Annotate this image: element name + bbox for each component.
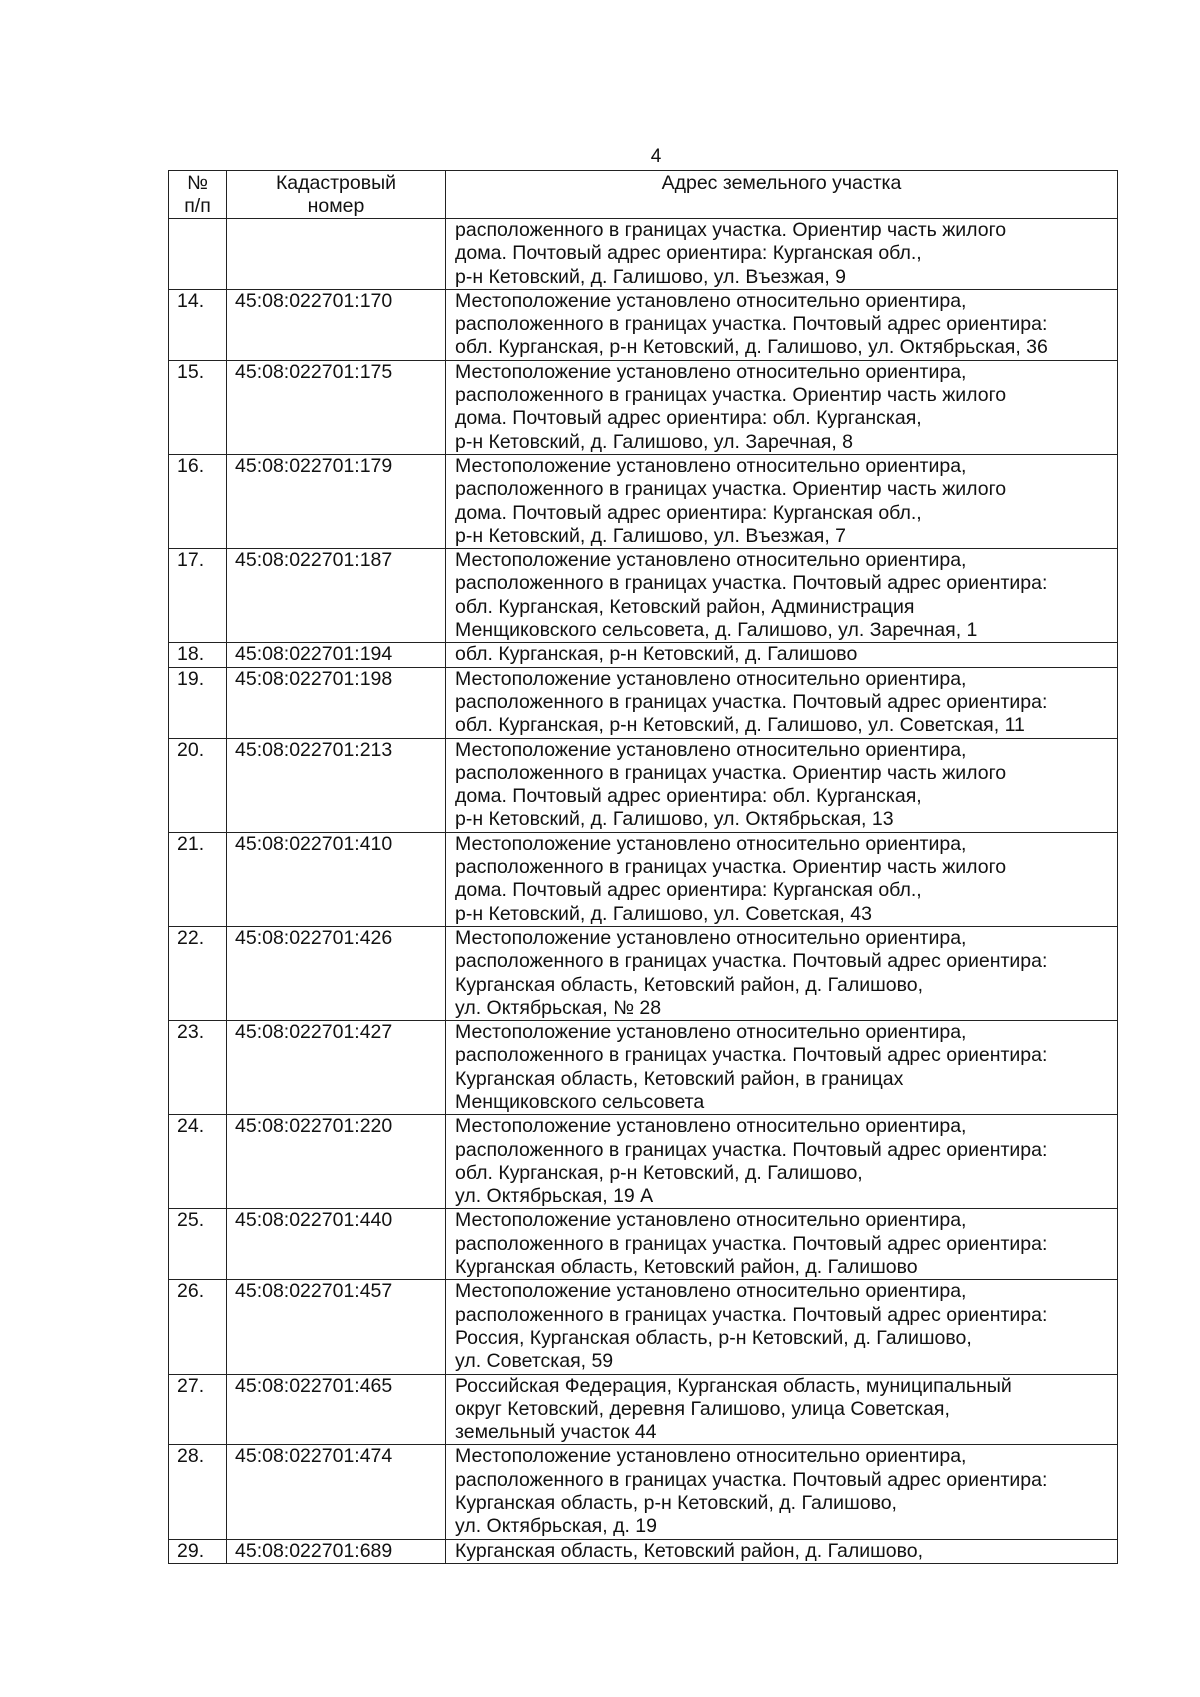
cadastral-number: 45:08:022701:426 xyxy=(227,926,446,1020)
address-line: расположенного в границах участка. Почтовый адрес ориентира: xyxy=(455,950,1048,973)
address-line: земельный участок 44 xyxy=(455,1421,657,1444)
row-number xyxy=(169,219,227,290)
table-row xyxy=(169,738,1118,832)
address-line: ул. Советская, 59 xyxy=(455,1350,614,1373)
table-row xyxy=(169,360,1118,454)
cadastral-number: 45:08:022701:427 xyxy=(227,1021,446,1115)
cadastral-number: 45:08:022701:170 xyxy=(227,289,446,360)
cadastral-number: 45:08:022701:194 xyxy=(227,643,446,667)
table-row xyxy=(169,1115,1118,1209)
table-row xyxy=(169,289,1118,360)
header-address: Адрес земельного участка xyxy=(446,171,1118,219)
land-plot-address xyxy=(446,926,1118,1020)
address-line: Местоположение установлено относительно ориентира, xyxy=(455,1209,967,1232)
address-line: ул. Октябрьская, д. 19 xyxy=(455,1515,657,1538)
address-line: Менщиковского сельсовета, д. Галишово, ул. Заречная, 1 xyxy=(455,619,978,642)
header-cadastral xyxy=(227,171,446,219)
cadastral-number: 45:08:022701:198 xyxy=(227,667,446,738)
header-num-line: п/п xyxy=(184,195,211,217)
table-row xyxy=(169,1021,1118,1115)
address-line: Местоположение установлено относительно ориентира, xyxy=(455,360,967,383)
row-number: 17. xyxy=(169,549,227,643)
land-plot-address xyxy=(446,738,1118,832)
address-line: ул. Октябрьская, № 28 xyxy=(455,996,662,1019)
row-number: 27. xyxy=(169,1374,227,1445)
row-number: 29. xyxy=(169,1539,227,1563)
address-line: расположенного в границах участка. Ориентир часть жилого xyxy=(455,478,1007,501)
header-row xyxy=(169,171,1118,219)
address-line: расположенного в границах участка. Почтовый адрес ориентира: xyxy=(455,1138,1048,1161)
cadastral-number: 45:08:022701:440 xyxy=(227,1209,446,1280)
row-number: 16. xyxy=(169,454,227,548)
address-line: Местоположение установлено относительно ориентира, xyxy=(455,926,967,949)
address-line: дома. Почтовый адрес ориентира: обл. Курганская, xyxy=(455,785,922,808)
address-line: обл. Курганская, Кетовский район, Администрация xyxy=(455,595,915,618)
address-line: расположенного в границах участка. Почтовый адрес ориентира: xyxy=(455,1232,1048,1255)
land-plot-address xyxy=(446,667,1118,738)
land-plot-address xyxy=(446,219,1118,290)
address-line: округ Кетовский, деревня Галишово, улица Советская, xyxy=(455,1397,950,1420)
address-line: расположенного в границах участка. Почтовый адрес ориентира: xyxy=(455,313,1048,336)
address-line: Местоположение установлено относительно ориентира, xyxy=(455,1445,967,1468)
land-plot-address xyxy=(446,360,1118,454)
parcels-table xyxy=(168,170,1118,1564)
address-line: р-н Кетовский, д. Галишово, ул. Въезжая, 9 xyxy=(455,265,846,288)
land-plot-address xyxy=(446,832,1118,926)
address-line: расположенного в границах участка. Ориентир часть жилого xyxy=(455,384,1007,407)
address-line: Местоположение установлено относительно ориентира, xyxy=(455,1021,967,1044)
cadastral-number: 45:08:022701:457 xyxy=(227,1280,446,1374)
address-line: Менщиковского сельсовета xyxy=(455,1090,705,1113)
cadastral-number: 45:08:022701:220 xyxy=(227,1115,446,1209)
table-row xyxy=(169,219,1118,290)
table-row xyxy=(169,549,1118,643)
address-line: Курганская область, Кетовский район, д. Галишово, xyxy=(455,973,924,996)
address-line: дома. Почтовый адрес ориентира: Курганская обл., xyxy=(455,501,922,524)
row-number: 20. xyxy=(169,738,227,832)
table-row xyxy=(169,1539,1118,1563)
address-line: обл. Курганская, р-н Кетовский, д. Галишово xyxy=(455,643,858,666)
address-line: Местоположение установлено относительно ориентира, xyxy=(455,549,967,572)
address-line: Местоположение установлено относительно ориентира, xyxy=(455,832,967,855)
address-line: Местоположение установлено относительно ориентира, xyxy=(455,1280,967,1303)
address-line: р-н Кетовский, д. Галишово, ул. Заречная, 8 xyxy=(455,430,853,453)
address-line: Местоположение установлено относительно ориентира, xyxy=(455,738,967,761)
address-line: дома. Почтовый адрес ориентира: обл. Курганская, xyxy=(455,407,922,430)
row-number: 18. xyxy=(169,643,227,667)
cadastral-number: 45:08:022701:474 xyxy=(227,1445,446,1539)
row-number: 14. xyxy=(169,289,227,360)
address-line: расположенного в границах участка. Почтовый адрес ориентира: xyxy=(455,1044,1048,1067)
row-number: 26. xyxy=(169,1280,227,1374)
address-line: Курганская область, Кетовский район, д. Галишово, xyxy=(455,1539,924,1562)
cadastral-number: 45:08:022701:175 xyxy=(227,360,446,454)
row-number: 22. xyxy=(169,926,227,1020)
land-plot-address xyxy=(446,1115,1118,1209)
land-plot-address xyxy=(446,549,1118,643)
cadastral-number: 45:08:022701:187 xyxy=(227,549,446,643)
table-row xyxy=(169,667,1118,738)
address-line: ул. Октябрьская, 19 А xyxy=(455,1185,654,1208)
cadastral-number: 45:08:022701:410 xyxy=(227,832,446,926)
address-line: расположенного в границах участка. Почтовый адрес ориентира: xyxy=(455,690,1048,713)
row-number: 24. xyxy=(169,1115,227,1209)
address-line: расположенного в границах участка. Ориентир часть жилого xyxy=(455,856,1007,879)
table-row xyxy=(169,1280,1118,1374)
address-line: Курганская область, р-н Кетовский, д. Галишово, xyxy=(455,1492,897,1515)
address-line: Россия, Курганская область, р-н Кетовский, д. Галишово, xyxy=(455,1326,972,1349)
table-row xyxy=(169,1374,1118,1445)
row-number: 23. xyxy=(169,1021,227,1115)
address-line: Местоположение установлено относительно ориентира, xyxy=(455,289,967,312)
land-plot-address xyxy=(446,1445,1118,1539)
page-number: 4 xyxy=(650,146,662,167)
address-line: расположенного в границах участка. Почтовый адрес ориентира: xyxy=(455,572,1048,595)
table-row xyxy=(169,832,1118,926)
address-line: Курганская область, Кетовский район, д. Галишово xyxy=(455,1256,918,1279)
address-line: Местоположение установлено относительно ориентира, xyxy=(455,454,967,477)
address-line: расположенного в границах участка. Почтовый адрес ориентира: xyxy=(455,1303,1048,1326)
header-num-line: № xyxy=(187,172,208,194)
cadastral-number: 45:08:022701:689 xyxy=(227,1539,446,1563)
address-line: дома. Почтовый адрес ориентира: Курганская обл., xyxy=(455,879,922,902)
address-line: Местоположение установлено относительно ориентира, xyxy=(455,1115,967,1138)
address-line: р-н Кетовский, д. Галишово, ул. Октябрьская, 13 xyxy=(455,808,894,831)
land-plot-address xyxy=(446,1374,1118,1445)
address-line: дома. Почтовый адрес ориентира: Курганская обл., xyxy=(455,242,922,265)
table-row xyxy=(169,1209,1118,1280)
header-cadastral-line: Кадастровый xyxy=(275,172,397,194)
address-line: обл. Курганская, р-н Кетовский, д. Галишово, xyxy=(455,1161,863,1184)
table-row xyxy=(169,643,1118,667)
table-row xyxy=(169,926,1118,1020)
cadastral-number xyxy=(227,219,446,290)
table-row xyxy=(169,454,1118,548)
land-plot-address xyxy=(446,289,1118,360)
land-plot-address xyxy=(446,454,1118,548)
cadastral-number: 45:08:022701:213 xyxy=(227,738,446,832)
row-number: 21. xyxy=(169,832,227,926)
address-line: р-н Кетовский, д. Галишово, ул. Въезжая, 7 xyxy=(455,524,846,547)
address-line: Курганская область, Кетовский район, в границах xyxy=(455,1067,904,1090)
land-plot-address xyxy=(446,1280,1118,1374)
land-plot-address xyxy=(446,643,1118,667)
row-number: 28. xyxy=(169,1445,227,1539)
address-line: обл. Курганская, р-н Кетовский, д. Галишово, ул. Октябрьская, 36 xyxy=(455,336,1048,359)
address-line: расположенного в границах участка. Ориентир часть жилого xyxy=(455,761,1007,784)
address-line: расположенного в границах участка. Почтовый адрес ориентира: xyxy=(455,1468,1048,1491)
address-line: обл. Курганская, р-н Кетовский, д. Галишово, ул. Советская, 11 xyxy=(455,714,1025,737)
cadastral-number: 45:08:022701:179 xyxy=(227,454,446,548)
land-plot-address xyxy=(446,1539,1118,1563)
row-number: 25. xyxy=(169,1209,227,1280)
address-line: Местоположение установлено относительно ориентира, xyxy=(455,667,967,690)
cadastral-number: 45:08:022701:465 xyxy=(227,1374,446,1445)
land-plot-address xyxy=(446,1021,1118,1115)
land-plot-address xyxy=(446,1209,1118,1280)
address-line: Российская Федерация, Курганская область, муниципальный xyxy=(455,1374,1012,1397)
address-line: р-н Кетовский, д. Галишово, ул. Советская, 43 xyxy=(455,902,872,925)
table-body xyxy=(169,219,1118,1564)
header-num xyxy=(169,171,227,219)
row-number: 15. xyxy=(169,360,227,454)
header-cadastral-line: номер xyxy=(307,195,365,217)
address-line: расположенного в границах участка. Ориентир часть жилого xyxy=(455,219,1007,241)
row-number: 19. xyxy=(169,667,227,738)
table-row xyxy=(169,1445,1118,1539)
table-header xyxy=(169,171,1118,219)
